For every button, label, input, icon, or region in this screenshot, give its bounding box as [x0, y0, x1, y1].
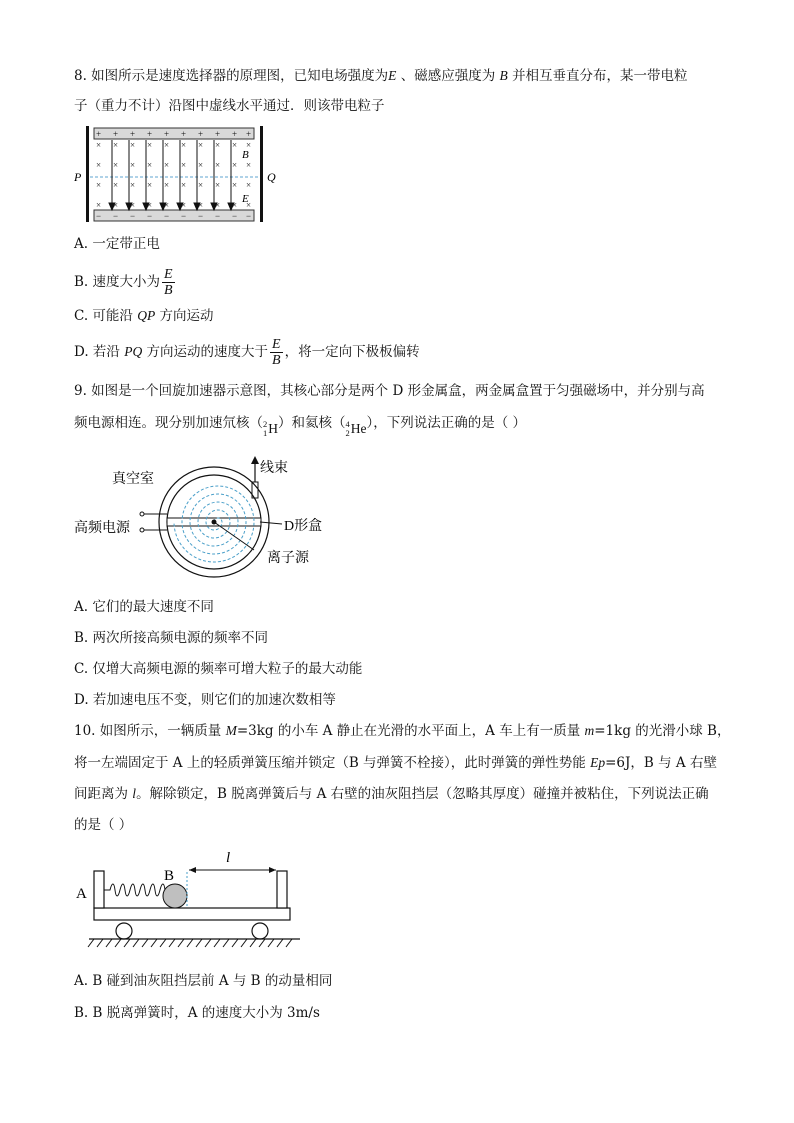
q9-stem-line-1: 9. 如图是一个回旋加速器示意图，其核心部分是两个 D 形金属盒，两金属盒置于匀强磁场中，并分别与高 — [74, 383, 705, 399]
ground-hatch-line — [106, 939, 112, 947]
magnetic-cross: × — [246, 140, 252, 150]
magnetic-cross: × — [164, 140, 170, 150]
ground-hatch-line — [205, 939, 211, 947]
magnetic-cross: × — [96, 200, 102, 210]
ground-hatch-line — [133, 939, 139, 947]
q8-option-b: B. 速度大小为 $\frac{E}{B}$ — [74, 267, 173, 298]
magnetic-cross: × — [113, 160, 119, 170]
ground-hatch-line — [187, 939, 193, 947]
q10-stem-line-3: 间距离为 l。解除锁定，B 脱离弹簧后与 A 右壁的油灰阻挡层（忽略其厚度）碰撞并被粘住，下列说法正确 — [74, 786, 709, 802]
q9-stem-line-2: 频电源相连。现分别加速氘核（ 2 1 H ）和氦核（ 4 2 He ），下列说法正确的是（ ） — [74, 415, 527, 438]
plus-sign: + — [130, 129, 136, 139]
ground-hatch-line — [268, 939, 274, 947]
ground-hatch-line — [124, 939, 130, 947]
cyclotron-figure — [74, 452, 334, 584]
ground-hatch-line — [142, 939, 148, 947]
magnetic-cross: × — [96, 180, 102, 190]
q8-stem-line-1: 8. 如图所示是速度选择器的原理图，已知电场强度为E 、磁感应强度为 B 并相互垂直分布，某一带电粒 — [74, 68, 688, 84]
q8-option-d: D. 若沿 PQ 方向运动的速度大于 $\frac{E}{B}$ ，将一定向下极板偏转 — [74, 337, 420, 368]
plus-sign: + — [232, 129, 238, 139]
label-Q: Q — [267, 170, 276, 184]
magnetic-cross: × — [246, 180, 252, 190]
magnetic-cross: × — [96, 140, 102, 150]
ground-hatch-line — [97, 939, 103, 947]
magnetic-cross: × — [181, 200, 187, 210]
magnetic-cross: × — [232, 160, 238, 170]
plus-sign: + — [113, 129, 119, 139]
label-A: A — [76, 886, 87, 902]
label-P: P — [74, 170, 82, 184]
q8-stem-line-2: 子（重力不计）沿图中虚线水平通过．则该带电粒子 — [74, 98, 385, 114]
magnetic-cross: × — [198, 180, 204, 190]
ground-hatch-line — [232, 939, 238, 947]
magnetic-cross: × — [181, 160, 187, 170]
label-ion-source: 离子源 — [267, 551, 309, 566]
plus-sign: + — [198, 129, 204, 139]
magnetic-cross: × — [113, 200, 119, 210]
ground-hatch-line — [241, 939, 247, 947]
magnetic-cross: × — [181, 180, 187, 190]
magnetic-cross: × — [198, 200, 204, 210]
magnetic-cross: × — [215, 140, 221, 150]
deuteron-symbol: 2 1 H — [263, 419, 278, 438]
q8-option-c: C. 可能沿 QP 方向运动 — [74, 308, 214, 324]
minus-sign: − — [147, 211, 153, 221]
magnetic-cross: × — [130, 180, 136, 190]
magnetic-cross: × — [246, 160, 252, 170]
magnetic-cross: × — [130, 160, 136, 170]
q10-option-b: B. B 脱离弹簧时，A 的速度大小为 3m/s — [74, 1005, 320, 1021]
ground-hatch-line — [250, 939, 256, 947]
fraction-E-over-B: $\frac{E}{B}$ — [164, 267, 173, 298]
label-vacuum-chamber: 真空室 — [112, 472, 154, 487]
cart-spring-figure — [74, 846, 314, 958]
minus-sign: − — [113, 211, 119, 221]
fraction-E-over-B-2: $\frac{E}{B}$ — [272, 337, 281, 368]
ground-hatch-line — [169, 939, 175, 947]
ground-hatch-line — [196, 939, 202, 947]
label-l: l — [226, 850, 231, 866]
label-B-ball: B — [164, 868, 175, 884]
q10-stem-line-2: 将一左端固定于 A 上的轻质弹簧压缩并锁定（B 与弹簧不栓接），此时弹簧的弹性势能 Ep=6J，B 与 A 右壁 — [74, 755, 717, 771]
q9-option-c: C. 仅增大高频电源的频率可增大粒子的最大动能 — [74, 661, 363, 677]
label-E: E — [242, 193, 249, 205]
magnetic-cross: × — [130, 200, 136, 210]
magnetic-cross: × — [130, 140, 136, 150]
magnetic-cross: × — [215, 160, 221, 170]
minus-sign: − — [96, 211, 102, 221]
q9-option-d: D. 若加速电压不变，则它们的加速次数相等 — [74, 692, 336, 708]
magnetic-cross: × — [164, 180, 170, 190]
magnetic-cross: × — [96, 160, 102, 170]
label-dbox: D形盒 — [284, 519, 323, 534]
label-beam: 线束 — [260, 461, 288, 476]
magnetic-cross: × — [164, 160, 170, 170]
minus-sign: − — [198, 211, 204, 221]
q9-option-b: B. 两次所接高频电源的频率不同 — [74, 630, 269, 646]
plus-sign: + — [147, 129, 153, 139]
magnetic-cross: × — [198, 140, 204, 150]
magnetic-cross: × — [232, 140, 238, 150]
minus-sign: − — [232, 211, 238, 221]
ground-hatch-line — [178, 939, 184, 947]
magnetic-cross: × — [246, 200, 252, 210]
plus-sign: + — [246, 129, 252, 139]
q9-option-a: A. 它们的最大速度不同 — [74, 599, 214, 615]
ground-hatch-line — [88, 939, 94, 947]
ground-hatch-line — [214, 939, 220, 947]
minus-sign: − — [164, 211, 170, 221]
ground-hatch-line — [151, 939, 157, 947]
q10-stem-line-4: 的是（ ） — [74, 817, 133, 833]
magnetic-cross: × — [232, 180, 238, 190]
magnetic-cross: × — [181, 140, 187, 150]
magnetic-cross: × — [164, 200, 170, 210]
magnetic-cross: × — [215, 180, 221, 190]
ground-hatch-line — [115, 939, 121, 947]
minus-sign: − — [181, 211, 187, 221]
label-B: B — [242, 149, 249, 161]
ground-hatch-line — [259, 939, 265, 947]
symbol-B: B — [499, 68, 508, 83]
magnetic-cross: × — [215, 200, 221, 210]
label-power: 高频电源 — [74, 521, 130, 536]
ground-hatch-line — [223, 939, 229, 947]
magnetic-cross: × — [147, 180, 153, 190]
magnetic-cross: × — [113, 140, 119, 150]
q8-option-a: A. 一定带正电 — [74, 236, 160, 252]
ground-hatch-line — [277, 939, 283, 947]
magnetic-cross: × — [113, 180, 119, 190]
minus-sign: − — [215, 211, 221, 221]
q10-option-a: A. B 碰到油灰阻挡层前 A 与 B 的动量相同 — [74, 973, 333, 989]
magnetic-cross: × — [147, 200, 153, 210]
ground-hatch-line — [160, 939, 166, 947]
plus-sign: + — [96, 129, 102, 139]
plus-sign: + — [164, 129, 170, 139]
magnetic-cross: × — [147, 160, 153, 170]
minus-sign: − — [130, 211, 136, 221]
magnetic-cross: × — [198, 160, 204, 170]
velocity-selector-figure — [74, 124, 284, 224]
minus-sign: − — [246, 211, 252, 221]
magnetic-cross: × — [147, 140, 153, 150]
plus-sign: + — [215, 129, 221, 139]
symbol-E: E — [388, 68, 397, 83]
helium-symbol: 4 2 He — [345, 419, 367, 438]
q10-stem-line-1: 10. 如图所示，一辆质量 M=3kg 的小车 A 静止在光滑的水平面上，A 车上有一质量 m=1kg 的光滑小球 B， — [74, 723, 731, 739]
magnetic-cross: × — [232, 200, 238, 210]
ground-hatch-line — [286, 939, 292, 947]
plus-sign: + — [181, 129, 187, 139]
